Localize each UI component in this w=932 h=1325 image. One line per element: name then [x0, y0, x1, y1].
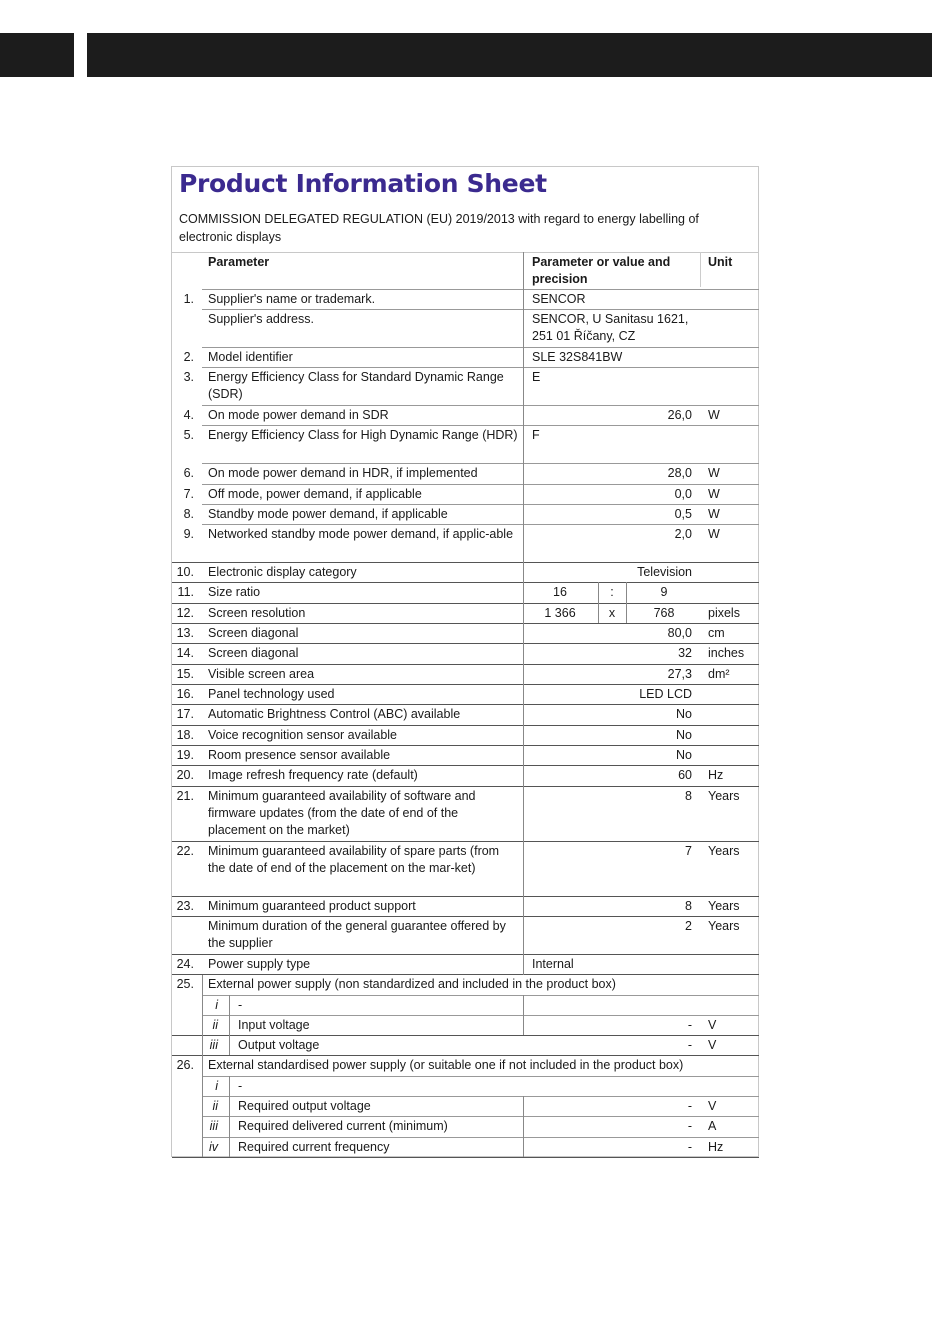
row-parameter: -	[238, 998, 243, 1012]
table-divider	[202, 524, 759, 525]
row-number: 1.	[183, 292, 194, 306]
row-value: No	[676, 707, 692, 721]
row-unit: W	[708, 527, 720, 541]
row-parameter: Image refresh frequency rate (default)	[208, 768, 418, 782]
table-divider	[172, 1055, 759, 1056]
row-unit: Years	[708, 844, 740, 858]
table-divider	[172, 841, 759, 842]
row-parameter: Energy Efficiency Class for Standard Dynamic Range (SDR)	[208, 370, 504, 401]
column-header-parameter: Parameter	[208, 255, 270, 269]
row-parameter: Energy Efficiency Class for High Dynamic Range (HDR)	[208, 428, 518, 442]
row-parameter: Input voltage	[238, 1018, 310, 1032]
row-number: iii	[209, 1038, 218, 1052]
row-number: 25.	[176, 977, 194, 991]
row-parameter: Minimum guaranteed availability of software and firmware updates (from the date of end of the placement on the market)	[208, 789, 476, 837]
table-divider	[202, 484, 759, 485]
table-row	[172, 623, 759, 643]
table-row	[172, 289, 759, 309]
row-number: 12.	[176, 606, 194, 620]
table-row	[172, 896, 759, 916]
row-parameter: Standby mode power demand, if applicable	[208, 507, 448, 521]
row-parameter: Automatic Brightness Control (ABC) available	[208, 707, 461, 721]
row-value-b: 768	[653, 606, 675, 620]
row-unit: V	[708, 1018, 717, 1032]
header-bar	[87, 33, 932, 77]
table-divider	[172, 725, 759, 726]
table-row	[172, 841, 759, 896]
table-divider	[229, 1076, 230, 1157]
table-divider	[172, 786, 759, 787]
row-value-b: 9	[660, 585, 668, 599]
row-number: 3.	[183, 370, 194, 384]
table-row	[172, 562, 759, 582]
row-value: 8	[685, 899, 692, 913]
row-value: -	[687, 1119, 692, 1133]
row-parameter: Panel technology used	[208, 687, 335, 701]
row-number: 5.	[183, 428, 194, 442]
row-number: 22.	[176, 844, 194, 858]
row-number: 26.	[176, 1058, 194, 1072]
row-value: -	[687, 1099, 692, 1113]
row-number: 14.	[176, 646, 194, 660]
table-row	[172, 1015, 759, 1035]
row-value: F	[532, 428, 540, 442]
row-value: Internal	[532, 957, 574, 971]
row-number: 6.	[183, 466, 194, 480]
table-row	[172, 603, 759, 623]
table-divider	[172, 704, 759, 705]
row-number: iii	[209, 1119, 218, 1133]
table-row	[172, 1076, 759, 1096]
row-value: SLE 32S841BW	[532, 350, 623, 364]
row-value: LED LCD	[639, 687, 692, 701]
table-row	[172, 664, 759, 684]
row-unit: W	[708, 507, 720, 521]
table-divider	[172, 582, 759, 583]
table-divider	[202, 1137, 759, 1138]
table-divider	[172, 896, 759, 897]
row-parameter: External power supply (non standardized and included in the product box)	[208, 977, 616, 991]
table-divider	[172, 664, 759, 665]
row-value-separator: x	[608, 606, 616, 620]
row-value: SENCOR, U Sanitasu 1621, 251 01 Říčany, CZ	[532, 312, 689, 343]
row-parameter: Output voltage	[238, 1038, 320, 1052]
table-divider	[523, 1096, 524, 1157]
table-divider	[202, 1096, 759, 1097]
table-divider	[172, 623, 759, 624]
table-divider	[523, 252, 524, 975]
row-unit: V	[708, 1099, 717, 1113]
row-unit: Years	[708, 899, 740, 913]
row-value: Television	[637, 565, 692, 579]
row-parameter: Screen diagonal	[208, 646, 299, 660]
table-row	[172, 954, 759, 974]
table-row	[172, 643, 759, 663]
table-row	[172, 1116, 759, 1136]
row-number: 8.	[183, 507, 194, 521]
row-parameter: On mode power demand in SDR	[208, 408, 389, 422]
table-divider	[202, 504, 759, 505]
row-value: E	[532, 370, 541, 384]
row-parameter: Minimum guaranteed availability of spare parts (from the date of end of the placement on the mar-ket)	[208, 844, 500, 875]
row-value-a: 16	[553, 585, 567, 599]
row-value: No	[676, 728, 692, 742]
row-value: 2	[685, 919, 692, 933]
row-number: ii	[212, 1099, 218, 1113]
row-number: 13.	[176, 626, 194, 640]
table-divider	[202, 1015, 759, 1016]
row-parameter: Power supply type	[208, 957, 311, 971]
row-value: 28,0	[667, 466, 692, 480]
table-row	[172, 1035, 759, 1055]
table-divider	[202, 975, 203, 1157]
row-parameter: Minimum duration of the general guarantee offered by the supplier	[208, 919, 506, 950]
row-value-a: 1 366	[544, 606, 576, 620]
table-divider	[202, 405, 759, 406]
table-divider	[523, 995, 524, 1035]
table-row	[172, 1055, 759, 1075]
row-value: 26,0	[667, 408, 692, 422]
row-parameter: Room presence sensor available	[208, 748, 391, 762]
table-row	[172, 425, 759, 463]
row-number: 20.	[176, 768, 194, 782]
row-value: 2,0	[674, 527, 692, 541]
table-row	[172, 1096, 759, 1116]
row-parameter: Off mode, power demand, if applicable	[208, 487, 422, 501]
row-parameter: Required current frequency	[238, 1140, 390, 1154]
table-row	[172, 684, 759, 704]
table-row	[172, 309, 759, 346]
row-number: 7.	[183, 487, 194, 501]
row-parameter: Model identifier	[208, 350, 293, 364]
table-divider	[202, 367, 759, 368]
header-block-left	[0, 33, 74, 77]
sheet-title: Product Information Sheet	[179, 169, 547, 198]
row-number: 19.	[176, 748, 194, 762]
row-unit: W	[708, 487, 720, 501]
table-divider	[598, 582, 599, 623]
table-divider	[172, 1157, 759, 1158]
row-unit: Years	[708, 919, 740, 933]
column-header-value: Parameter or value and precision	[532, 255, 671, 286]
table-row	[172, 504, 759, 524]
table-divider	[626, 582, 627, 623]
table-row	[172, 484, 759, 504]
row-value: -	[687, 1038, 692, 1052]
table-divider	[172, 765, 759, 766]
table-divider	[700, 252, 701, 287]
row-number: 9.	[183, 527, 194, 541]
table-divider	[202, 1076, 759, 1077]
row-value: 8	[685, 789, 692, 803]
row-parameter: On mode power demand in HDR, if implemented	[208, 466, 478, 480]
row-parameter: Screen resolution	[208, 606, 306, 620]
table-row	[172, 405, 759, 425]
row-number: 2.	[183, 350, 194, 364]
row-unit: inches	[708, 646, 745, 660]
row-parameter: Networked standby mode power demand, if applic-able	[208, 527, 514, 541]
row-value: 27,3	[667, 667, 692, 681]
row-parameter: Supplier's name or trademark.	[208, 292, 376, 306]
table-divider	[172, 916, 759, 917]
row-unit: cm	[708, 626, 725, 640]
row-parameter: Voice recognition sensor available	[208, 728, 398, 742]
row-value: -	[687, 1018, 692, 1032]
row-unit: Years	[708, 789, 740, 803]
table-divider	[172, 974, 759, 975]
row-value: 32	[678, 646, 692, 660]
row-parameter: Minimum guaranteed product support	[208, 899, 416, 913]
row-value: 0,0	[674, 487, 692, 501]
row-number: 15.	[176, 667, 194, 681]
row-number: 4.	[183, 408, 194, 422]
table-divider	[172, 603, 759, 604]
row-number: 11.	[177, 585, 194, 599]
table-row	[172, 995, 759, 1015]
table-row	[172, 524, 759, 562]
row-number: 10.	[176, 565, 194, 579]
row-unit: V	[708, 1038, 717, 1052]
row-number: 16.	[176, 687, 194, 701]
table-divider	[229, 995, 230, 1055]
row-unit: W	[708, 466, 720, 480]
row-parameter: Visible screen area	[208, 667, 315, 681]
table-row	[172, 974, 759, 994]
table-divider	[172, 954, 759, 955]
table-row	[172, 347, 759, 367]
row-number: i	[215, 998, 218, 1012]
row-unit: W	[708, 408, 720, 422]
row-value: 7	[685, 844, 692, 858]
row-parameter: Required delivered current (minimum)	[238, 1119, 448, 1133]
row-unit: Hz	[708, 1140, 724, 1154]
row-number: 24.	[176, 957, 194, 971]
row-number: i	[215, 1079, 218, 1093]
row-unit: Hz	[708, 768, 724, 782]
table-row	[172, 725, 759, 745]
table-row	[172, 786, 759, 841]
table-divider	[202, 425, 759, 426]
row-unit: pixels	[708, 606, 740, 620]
table-row	[172, 1137, 759, 1157]
row-parameter: Screen diagonal	[208, 626, 299, 640]
row-parameter: Required output voltage	[238, 1099, 371, 1113]
row-parameter: -	[238, 1079, 243, 1093]
table-row	[172, 745, 759, 765]
table-row	[172, 463, 759, 483]
row-parameter: Electronic display category	[208, 565, 357, 579]
table-divider	[202, 347, 759, 348]
table-divider	[172, 1035, 759, 1036]
row-value: 0,5	[674, 507, 692, 521]
table-divider	[172, 643, 759, 644]
column-header-unit: Unit	[708, 255, 733, 269]
table-divider	[172, 562, 759, 563]
row-number: 23.	[176, 899, 194, 913]
table-divider	[172, 684, 759, 685]
row-number: 17.	[176, 707, 194, 721]
row-number: iv	[208, 1140, 218, 1154]
row-value: No	[676, 748, 692, 762]
table-divider	[202, 309, 759, 310]
row-value: 80,0	[667, 626, 692, 640]
table-row	[172, 765, 759, 785]
row-value: SENCOR	[532, 292, 586, 306]
row-value: -	[687, 1140, 692, 1154]
product-information-sheet	[171, 166, 759, 1157]
row-number: ii	[212, 1018, 218, 1032]
row-value-separator: :	[610, 585, 614, 599]
table-divider	[202, 1116, 759, 1117]
row-value: 60	[678, 768, 692, 782]
table-row	[172, 367, 759, 405]
row-unit: dm²	[708, 667, 730, 681]
row-parameter: Size ratio	[208, 585, 261, 599]
sheet-subtitle: COMMISSION DELEGATED REGULATION (EU) 2019/2013 with regard to energy labelling of electronic displays	[179, 212, 699, 244]
table-row	[172, 916, 759, 954]
table-row	[172, 704, 759, 724]
table-divider	[172, 252, 759, 253]
row-parameter: Supplier's address.	[208, 312, 314, 326]
table-divider	[202, 289, 759, 290]
row-number: 21.	[176, 789, 194, 803]
row-parameter: External standardised power supply (or suitable one if not included in the product box)	[208, 1058, 684, 1072]
table-divider	[202, 995, 759, 996]
table-divider	[172, 745, 759, 746]
table-row	[172, 582, 759, 602]
row-number: 18.	[176, 728, 194, 742]
table-divider	[202, 463, 759, 464]
row-unit: A	[708, 1119, 717, 1133]
